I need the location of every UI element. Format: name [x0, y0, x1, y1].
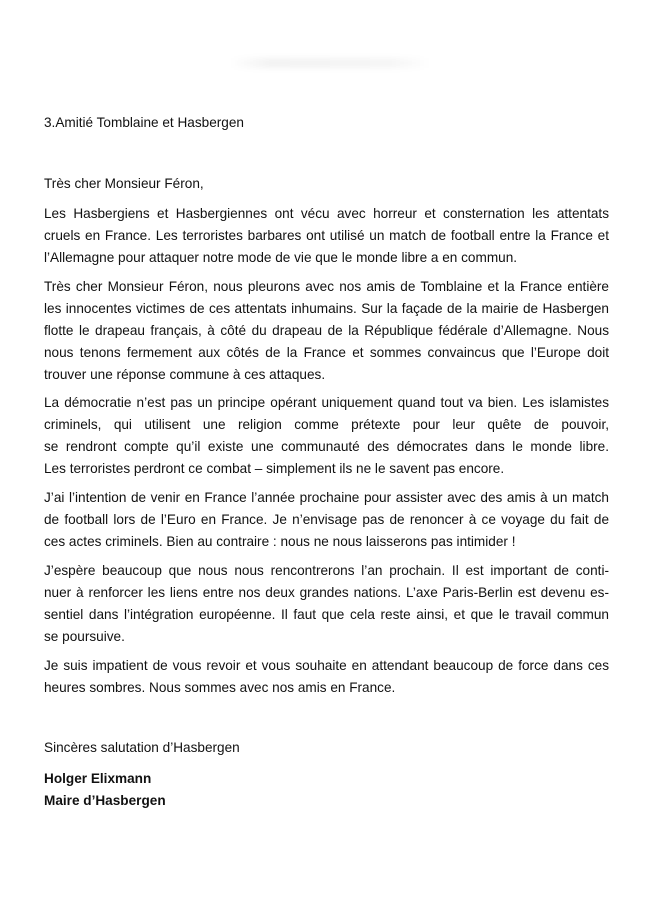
closing-text: Sincères salutation d’Hasbergen	[44, 740, 240, 755]
salutation-text: Très cher Monsieur Féron,	[44, 176, 204, 191]
paragraph-line: les innocentes victimes de ces attentats inhumains. Sur la façade de la mairie de Hasbergen	[44, 301, 609, 316]
paragraph-line: l’Allemagne pour attaquer notre mode de vie que le monde libre a en commun.	[44, 250, 518, 265]
letter-heading	[44, 112, 609, 134]
paragraph-line: Les terroristes perdront ce combat – simplement ils ne le savent pas encore.	[44, 461, 505, 476]
paragraph-line: heures sombres. Nous sommes avec nos amis en France.	[44, 680, 396, 695]
paragraph-line: J’espère beaucoup que nous nous rencontrerons l’an prochain. Il est important de conti-	[44, 563, 609, 578]
paragraph-3	[44, 392, 609, 480]
signature-block	[44, 768, 609, 812]
paragraph-line: de football lors de l’Euro en France. Je n’envisage pas de renoncer à ce voyage du fait de	[44, 512, 609, 527]
paragraph-line: Très cher Monsieur Féron, nous pleurons avec nos amis de Tomblaine et la France entière	[44, 279, 609, 294]
paragraph-line: trouver une réponse commune à ces attaques.	[44, 367, 326, 382]
paragraph-line: flotte le drapeau français, à côté du drapeau de la République fédérale d’Allemagne. Nous	[44, 323, 609, 338]
paragraph-line: se rendront compte qu’il existe une communauté des démocrates dans le monde libre.	[44, 439, 609, 454]
signature-name: Holger Elixmann	[44, 771, 152, 786]
paragraph-line: nous tenons fermement aux côtés de la France et sommes convaincus que l’Europe doit	[44, 345, 609, 360]
paragraph-1	[44, 203, 609, 269]
letter-closing	[44, 737, 609, 759]
paragraph-line: criminels, qui utilisent une religion comme prétexte pour leur quête de pouvoir,	[44, 417, 609, 432]
paragraph-line: ces actes criminels. Bien au contraire : nous ne nous laisserons pas intimider !	[44, 534, 516, 549]
scan-artifact	[230, 58, 430, 68]
signature-title: Maire d’Hasbergen	[44, 793, 166, 808]
letter-salutation	[44, 173, 609, 195]
paragraph-6	[44, 655, 609, 699]
paragraph-line: se poursuive.	[44, 629, 125, 644]
paragraph-line: sentiel dans l’intégration européenne. Il faut que cela reste ainsi, et que le travail commun	[44, 607, 609, 622]
paragraph-2	[44, 276, 609, 386]
paragraph-line: La démocratie n’est pas un principe opérant uniquement quand tout va bien. Les islamistes	[44, 395, 609, 410]
paragraph-line: Je suis impatient de vous revoir et vous souhaite en attendant beaucoup de force dans ces	[44, 658, 609, 673]
paragraph-line: nuer à renforcer les liens entre nos deux grandes nations. L’axe Paris-Berlin est devenu es-	[44, 585, 609, 600]
paragraph-5	[44, 560, 609, 648]
heading-text: 3.Amitié Tomblaine et Hasbergen	[44, 115, 244, 130]
paragraph-line: Les Hasbergiens et Hasbergiennes ont vécu avec horreur et consternation les attentats	[44, 206, 609, 221]
paragraph-4	[44, 487, 609, 553]
paragraph-line: J’ai l’intention de venir en France l’année prochaine pour assister avec des amis à un match	[44, 490, 609, 505]
paragraph-line: cruels en France. Les terroristes barbares ont utilisé un match de football entre la France et	[44, 228, 609, 243]
